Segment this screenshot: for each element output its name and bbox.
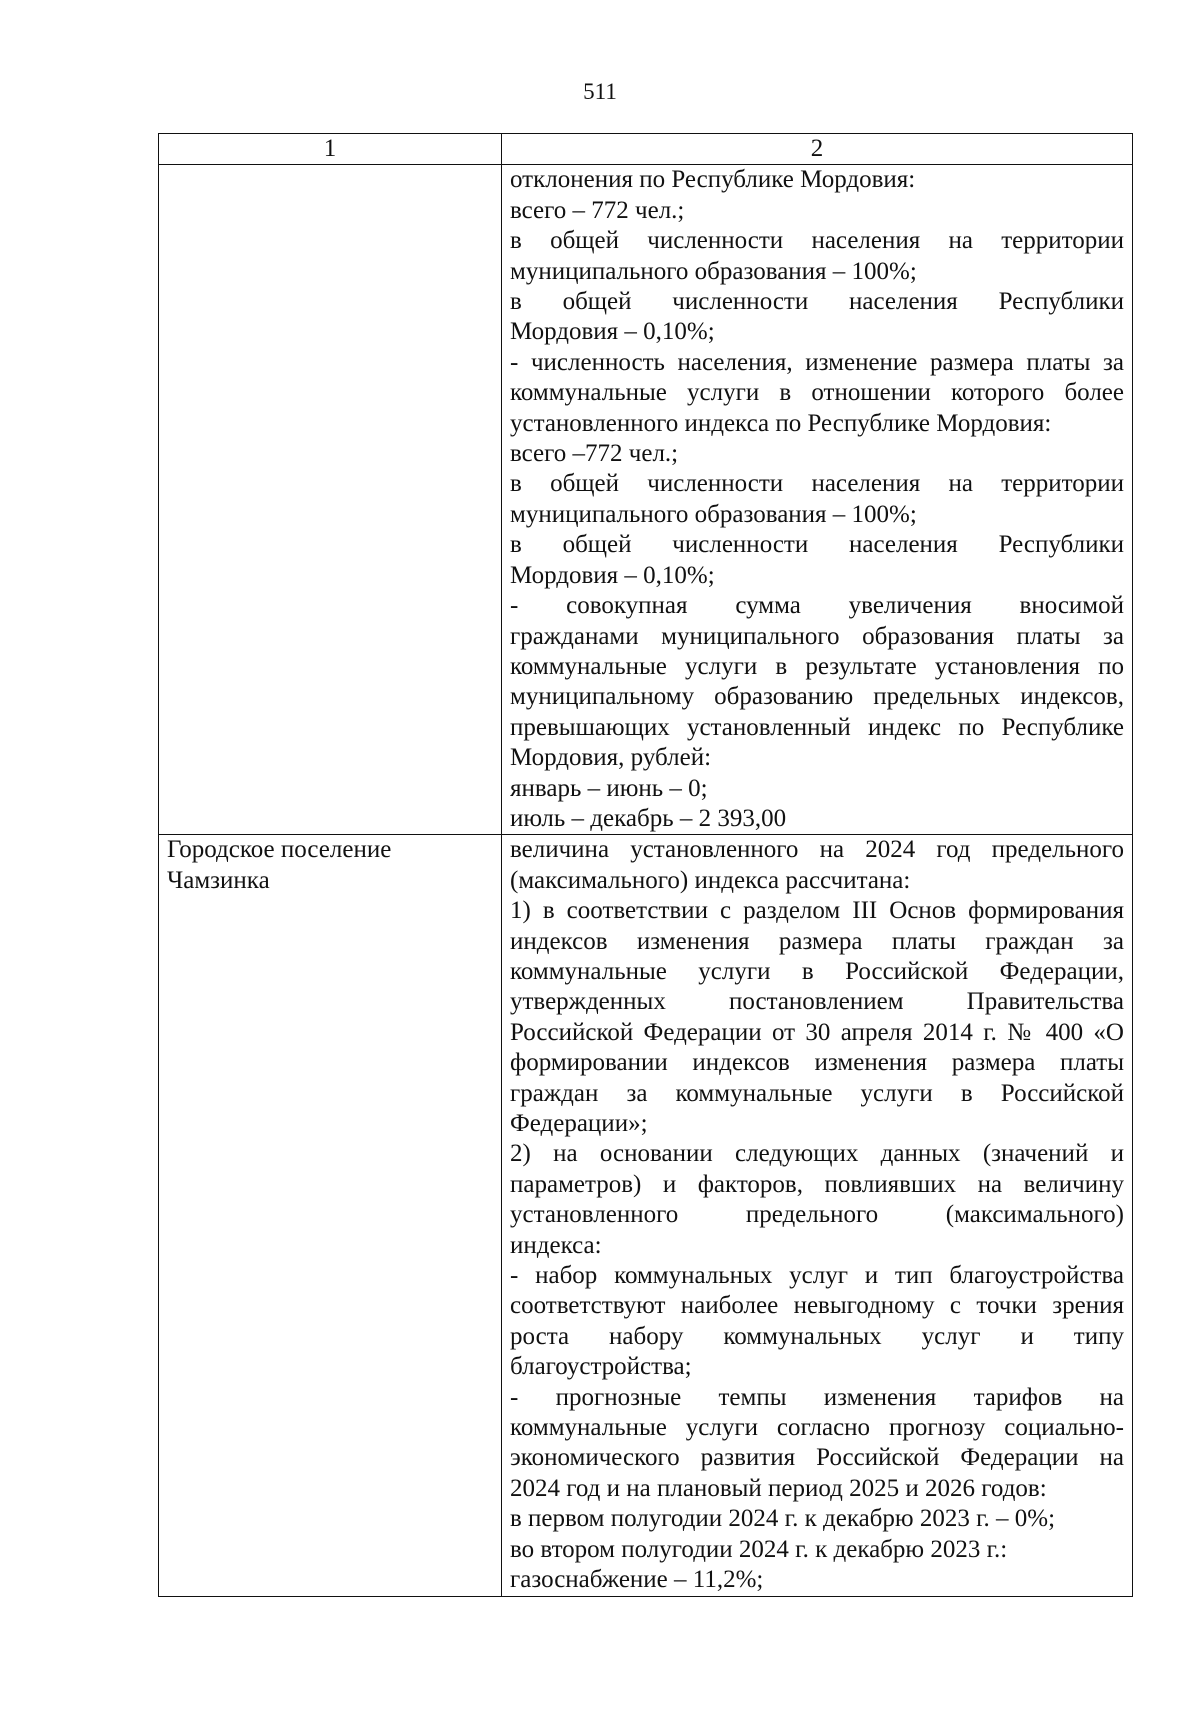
description-line: всего –772 чел.; [510,440,679,468]
description-line: коммунальные услуги в Российской Федерации, [510,957,1124,985]
description-line: превышающих установленный индекс по Республике [510,713,1124,741]
table-row [159,165,1133,835]
description-line: Российской Федерации от 30 апреля 2014 г. № 400 «О [510,1018,1124,1046]
description-line: Федерации»; [510,1110,648,1137]
description-line: в первом полугодии 2024 г. к декабрю 2023 г. – 0%; [510,1505,1056,1533]
description-line: муниципального образования – 100%; [510,257,917,285]
column-header-1: 1 [159,134,502,165]
description-line: газоснабжение – 11,2%; [510,1566,764,1594]
municipality-cell [159,835,502,1596]
description-line: 2) на основании следующих данных (значений и [510,1140,1124,1168]
description-line: - набор коммунальных услуг и тип благоустройства [510,1262,1124,1290]
document-table [158,133,1133,1597]
description-line: роста набору коммунальных услуг и типу [510,1322,1124,1350]
description-line: коммунальные услуги в результате установления по [510,652,1124,680]
table-header-row [159,134,1133,165]
municipality-name-line: Чамзинка [167,866,270,894]
description-line: муниципального образования – 100%; [510,500,917,528]
description-line: экономического развития Российской Федерации на [510,1444,1124,1472]
table-row [159,835,1133,1596]
description-line: индекса: [510,1231,602,1259]
description-line: отклонения по Республике Мордовия: [510,166,916,194]
description-line: во втором полугодии 2024 г. к декабрю 2023 г.: [510,1535,1008,1563]
description-line: индексов изменения размера платы граждан за [510,927,1124,955]
description-line: Мордовия – 0,10%; [510,318,715,346]
description-line: в общей численности населения на территории [510,227,1124,255]
description-line: в общей численности населения на территории [510,470,1124,498]
description-cell [502,835,1133,1596]
description-line: январь – июнь – 0; [510,774,708,802]
description-line: величина установленного на 2024 год предельного [510,836,1124,864]
description-line: 2024 год и на плановый период 2025 и 2026 годов: [510,1474,1047,1502]
description-line: коммунальные услуги согласно прогнозу социально- [510,1414,1124,1442]
description-line: 1) в соответствии с разделом III Основ формирования [510,897,1124,925]
description-line: июль – декабрь – 2 393,00 [510,804,787,832]
description-line: - численность населения, изменение размера платы за [510,348,1124,376]
description-line: гражданами муниципального образования платы за [510,622,1124,650]
description-line: - прогнозные темпы изменения тарифов на [510,1383,1124,1411]
description-cell [502,165,1133,835]
page-number: 511 [583,79,617,104]
description-line: в общей численности населения Республики [510,288,1124,316]
description-line: благоустройства; [510,1353,692,1381]
description-line: установленного предельного (максимального) [510,1201,1124,1229]
municipality-name-line: Городское поселение [167,836,392,864]
description-line: (максимального) индекса рассчитана: [510,866,911,894]
description-line: всего – 772 чел.; [510,196,685,224]
description-line: Мордовия – 0,10%; [510,561,715,589]
description-line: соответствуют наиболее невыгодному с точки зрения [510,1292,1124,1320]
description-line: - совокупная сумма увеличения вносимой [510,592,1124,620]
description-line: параметров) и факторов, повлиявших на величину [510,1170,1124,1198]
description-line: Мордовия, рублей: [510,744,712,772]
description-line: коммунальные услуги в отношении которого более [510,379,1124,407]
description-line: муниципальному образованию предельных индексов, [510,683,1124,711]
column-header-2: 2 [502,134,1133,165]
description-line: формировании индексов изменения размера платы [510,1049,1124,1077]
description-line: граждан за коммунальные услуги в Российской [510,1079,1124,1107]
description-line: в общей численности населения Республики [510,531,1124,559]
description-line: установленного индекса по Республике Мордовия: [510,409,1052,437]
description-line: утвержденных постановлением Правительства [510,988,1124,1016]
table-body [159,134,1133,1597]
municipality-cell [159,165,502,835]
